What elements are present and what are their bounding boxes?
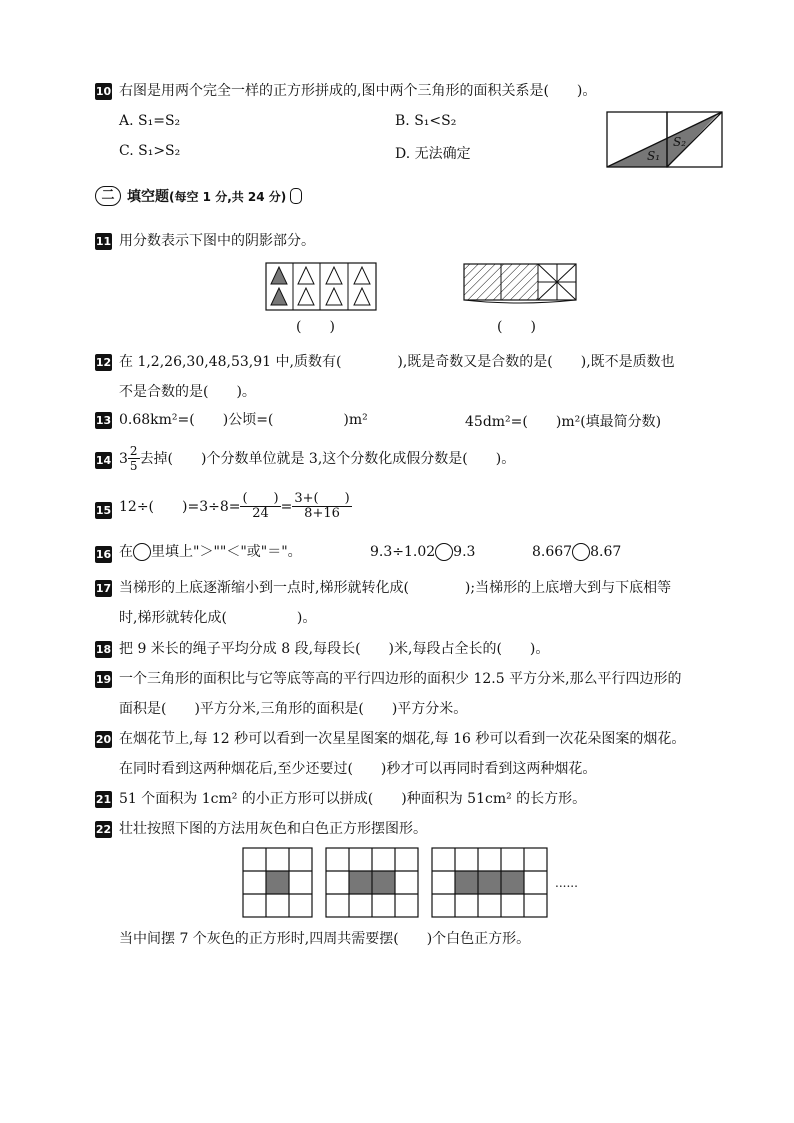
section-title: 填空题 [127,189,169,205]
q14-line [119,444,515,473]
question-number-13: 13 [95,414,112,427]
section-number: 二 [95,186,121,206]
q22-pattern-figure-1 [242,847,314,919]
q15-line [119,492,352,521]
question-number-10: 10 [95,85,112,98]
question-number-18: 18 [95,643,112,656]
q13-part-1: 0.68km²=( )公顷=( )m² [119,412,368,428]
question-number-20: 20 [95,733,112,746]
q16-compare-circle-2[interactable] [572,543,590,561]
q16-text-2: 里填上"＞""＜"或"＝"。 [151,544,302,560]
q11-triangles-figure [265,262,377,312]
question-number-17: 17 [95,582,112,595]
q16-compare-1 [370,543,475,561]
q16-text-1: 在 [119,544,133,560]
q19-line-1: 一个三角形的面积比与它等底等高的平行四边形的面积少 12.5 平方分米,那么平行四边形的 [119,671,682,687]
q11-blank-1[interactable]: ( ) [296,319,335,335]
q16-circle-icon [133,543,151,561]
q17-line-2: 时,梯形就转化成( )。 [119,610,317,626]
q22-question: 当中间摆 7 个灰色的正方形时,四周共需要摆( )个白色正方形。 [119,931,531,947]
q22-pattern-figure-2 [325,847,419,919]
q17-line-1: 当梯形的上底逐渐缩小到一点时,梯形就转化成( );当梯形的上底增大到与下底相等 [119,580,672,596]
q14-fraction: $\frac{2}{5}$ [129,444,138,473]
ribbon-icon [290,188,302,204]
q10-option-b[interactable]: B. S₁<S₂ [395,113,457,129]
question-number-15: 15 [95,504,112,517]
section-score-note: (每空 1 分,共 24 分) [169,189,287,204]
q22-text: 壮壮按照下图的方法用灰色和白色正方形摆图形。 [119,821,427,837]
q19-line-2: 面积是( )平方分米,三角形的面积是( )平方分米。 [119,701,468,717]
q15-fraction-1: $\frac{( )}{24}$ [242,491,279,521]
label-s2: S₂ [673,135,687,149]
q16-line [119,543,302,561]
q15-equals: = [280,498,293,515]
q15-part-1: 12÷( )=3÷8= [119,498,241,515]
q10-option-c[interactable]: C. S₁>S₂ [119,143,181,159]
section-2-header [95,186,302,206]
question-number-19: 19 [95,673,112,686]
q14-whole: 3 [119,450,128,467]
q16-compare-circle-1[interactable] [435,543,453,561]
q15-fraction-2: $\frac{3+( )}{8+16}$ [294,491,350,521]
question-number-22: 22 [95,823,112,836]
q10-option-a[interactable]: A. S₁=S₂ [119,113,181,129]
label-s1: S₁ [647,149,661,163]
q12-line-2: 不是合数的是( )。 [119,384,256,400]
question-number-11: 11 [95,235,112,248]
q10-two-squares-figure [605,110,725,170]
question-number-12: 12 [95,356,112,369]
q10-text: 右图是用两个完全一样的正方形拼成的,图中两个三角形的面积关系是( )。 [119,83,597,99]
q14-text: 去掉( )个分数单位就是 3,这个分数化成假分数是( )。 [139,450,516,467]
q11-blank-2[interactable]: ( ) [497,319,536,335]
question-number-14: 14 [95,454,112,467]
q16-expr-1: 9.3÷1.02 [370,544,436,560]
question-number-16: 16 [95,548,112,561]
q12-line-1: 在 1,2,26,30,48,53,91 中,质数有( ),既是奇数又是合数的是( ),既不是质数也 [119,354,675,370]
question-number-21: 21 [95,793,112,806]
q10-option-d[interactable]: D. 无法确定 [395,146,471,162]
q18-text: 把 9 米长的绳子平均分成 8 段,每段长( )米,每段占全长的( )。 [119,641,550,657]
q11-text: 用分数表示下图中的阴影部分。 [119,233,315,249]
q22-ellipsis: ...... [555,876,578,890]
q16-compare-2 [532,543,621,561]
q22-pattern-figure-3 [431,847,548,919]
q16-expr-2: 8.667 [532,544,573,560]
q16-expr-2b: 8.67 [590,544,622,560]
q21-text: 51 个面积为 1cm² 的小正方形可以拼成( )种面积为 51cm² 的长方形。 [119,791,587,807]
q16-expr-1b: 9.3 [453,544,476,560]
q20-line-2: 在同时看到这两种烟花后,至少还要过( )秒才可以再同时看到这两种烟花。 [119,761,597,777]
q20-line-1: 在烟花节上,每 12 秒可以看到一次星星图案的烟花,每 16 秒可以看到一次花朵图案的烟花。 [119,731,686,747]
q13-part-2: 45dm²=( )m²(填最简分数) [465,414,662,430]
q11-hatched-bar-figure [463,262,578,304]
